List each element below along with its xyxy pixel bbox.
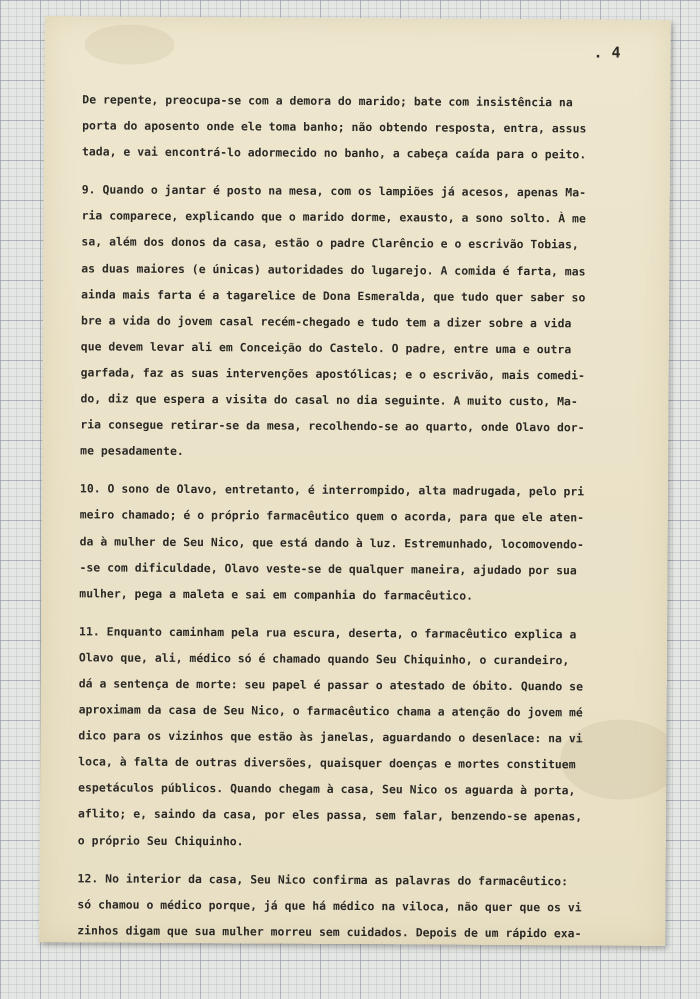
- text-line: o próprio Seu Chiquinho.: [77, 832, 244, 848]
- text-line: 10. O sono de Olavo, entretanto, é interrompido, alta madrugada, pelo pri: [79, 481, 585, 499]
- paragraph-intro: [82, 86, 642, 168]
- text-line: sa, além dos donos da casa, estão o padre Clarêncio e o escrivão Tobias,: [81, 234, 579, 252]
- paragraph-12: [77, 865, 637, 946]
- text-line: mulher, pega a maleta e sai em companhia do farmacêutico.: [79, 586, 474, 603]
- paragraph-11: [78, 618, 639, 856]
- paragraph-10: [79, 476, 640, 610]
- text-line: 9. Quando o jantar é posto na mesa, com os lampiões já acesos, apenas Ma-: [81, 182, 587, 200]
- text-line: De repente, preocupa-se com a demora do marido; bate com insistência na: [82, 92, 573, 110]
- paper-stain: [85, 24, 175, 65]
- text-line: me pesadamente.: [80, 443, 184, 459]
- text-line: garfada, faz as suas intervenções apostólicas; e o escrivão, mais comedi-: [80, 365, 585, 383]
- text-line: zinhos digam que sua mulher morreu sem cuidados. Depois de um rápido exa-: [77, 923, 582, 941]
- text-line: bre a vida do jovem casal recém-chegado e tudo tem a dizer sobre a vida: [80, 313, 572, 331]
- text-line: espetáculos públicos. Quando chegam à casa, Seu Nico os aguarda à porta,: [78, 780, 576, 798]
- typed-page: [39, 16, 671, 946]
- text-line: ria consegue retirar-se da mesa, recolhendo-se ao quarto, onde Olavo dor-: [80, 417, 585, 435]
- text-line: -se com dificuldade, Olavo veste-se de qualquer maneira, ajudado por sua: [79, 559, 577, 577]
- text-line: 11. Enquanto caminham pela rua escura, deserta, o farmacêutico explica a: [79, 624, 577, 642]
- text-line: 12. No interior da casa, Seu Nico confirma as palavras do farmacêutico:: [77, 870, 569, 888]
- text-line: dico para os vizinhos que estão às janelas, aguardando o desenlace: na vi: [78, 728, 583, 746]
- text-line: ria comparece, explicando que o marido dorme, exausto, a sono solto. À me: [81, 208, 586, 226]
- text-line: aproximam da casa de Seu Nico, o farmacêutico chama a atenção do jovem mé: [78, 702, 583, 720]
- text-line: dá a sentença de morte: seu papel é passar o atestado de óbito. Quando se: [78, 676, 584, 694]
- page-number: . 4: [593, 43, 621, 62]
- text-line: meiro chamado; é o próprio farmacêutico quem o acorda, para que ele aten-: [79, 507, 585, 525]
- text-line: loca, à falta de outras diversões, quaisquer doenças e mortes constituem: [78, 754, 576, 772]
- text-line: só chamou o médico porque, já que há médico na viloca, não quer que os vi: [77, 897, 582, 915]
- text-line: do, diz que espera a visita do casal no dia seguinte. A muito custo, Ma-: [80, 391, 578, 409]
- text-line: Olavo que, ali, médico só é chamado quando Seu Chiquinho, o curandeiro,: [78, 650, 570, 668]
- text-line: as duas maiores (e únicas) autoridades do lugarejo. A comida é farta, mas: [81, 260, 586, 278]
- body-text: [77, 86, 642, 946]
- text-line: ainda mais farta é a tagarelice de Dona Esmeralda, que tudo quer saber so: [81, 286, 586, 305]
- text-line: da à mulher de Seu Nico, que está dando à luz. Estremunhado, locomovendo-: [79, 533, 584, 551]
- paragraph-9: [80, 177, 642, 467]
- text-line: porta do aposento onde ele toma banho; não obtendo resposta, entra, assus: [82, 118, 587, 136]
- text-line: tada, e vai encontrá-lo adormecido no banho, a cabeça caída para o peito.: [81, 144, 587, 162]
- text-line: que devem levar ali em Conceição do Castelo. O padre, entre uma e outra: [80, 339, 572, 357]
- text-line: aflito; e, saindo da casa, por eles passa, sem falar, benzendo-se apenas,: [77, 806, 583, 824]
